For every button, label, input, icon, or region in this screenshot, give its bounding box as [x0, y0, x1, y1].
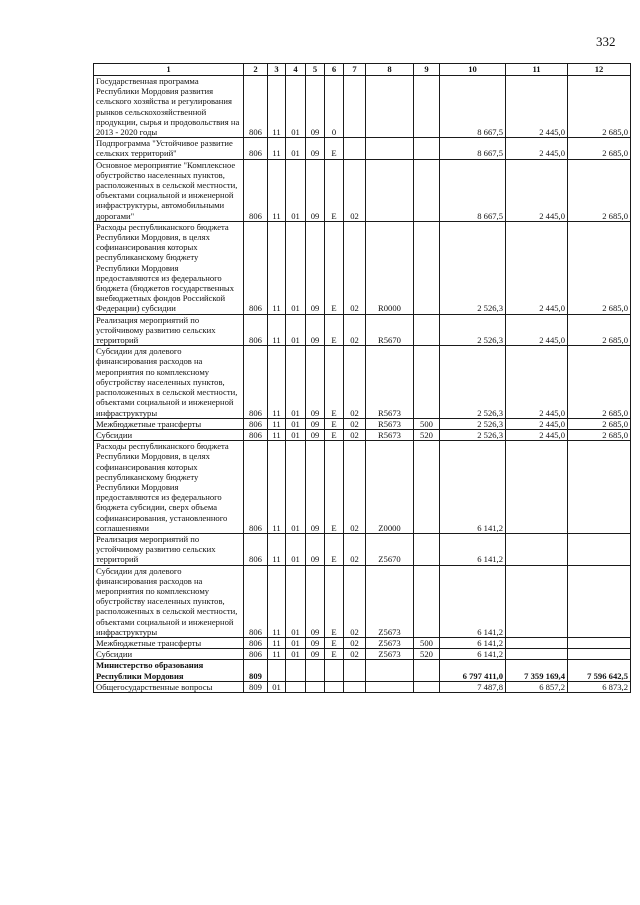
code-program-cell: 09: [306, 565, 325, 637]
row-name-cell: Субсидии для долевого финансирования расходов на мероприятия по комплексному обустройству населенных пунктов, расположенных в сельской местности, объектами социальной и инженерной инфраструктуры: [94, 346, 244, 418]
code-program-cell: 09: [306, 138, 325, 159]
row-name-cell: Субсидии для долевого финансирования расходов на мероприятия по комплексному обустройству населенных пунктов, расположенных в сельской местности, объектами социальной и инженерной инфраструктуры: [94, 565, 244, 637]
table-row: [94, 649, 631, 660]
amount-2019-cell: 2 445,0: [506, 76, 568, 138]
code-expense-type-cell: [414, 314, 440, 346]
row-name-cell: Межбюджетные трансферты: [94, 637, 244, 648]
row-name-cell: Государственная программа Республики Мордовия развития сельского хозяйства и регулирования рынков сельскохозяйственной продукции, сырья и продовольствия на 2013 - 2020 годы: [94, 76, 244, 138]
amount-2019-cell: 2 445,0: [506, 418, 568, 429]
amount-2020-cell: 2 685,0: [568, 314, 631, 346]
table-row: [94, 660, 631, 681]
code-section-cell: 11: [268, 565, 286, 637]
amount-2020-cell: 2 685,0: [568, 429, 631, 440]
code-direction-cell: Z5673: [366, 565, 414, 637]
amount-2019-cell: [506, 649, 568, 660]
code-section-cell: 11: [268, 76, 286, 138]
amount-2018-cell: 8 667,5: [440, 76, 506, 138]
code-section-cell: 11: [268, 441, 286, 534]
code-admin-cell: 806: [244, 76, 268, 138]
code-subprogram-cell: Е: [325, 649, 344, 660]
header-cell: 3: [268, 64, 286, 76]
amount-2020-cell: [568, 565, 631, 637]
code-event-cell: 02: [344, 346, 366, 418]
row-name-cell: Реализация мероприятий по устойчивому развитию сельских территорий: [94, 314, 244, 346]
page-number: 332: [596, 34, 616, 49]
amount-2019-cell: [506, 533, 568, 565]
code-direction-cell: R5673: [366, 346, 414, 418]
code-section-cell: 11: [268, 138, 286, 159]
code-event-cell: [344, 681, 366, 692]
amount-2020-cell: [568, 533, 631, 565]
code-section-cell: 01: [268, 681, 286, 692]
code-direction-cell: R5673: [366, 429, 414, 440]
code-admin-cell: 806: [244, 221, 268, 314]
row-name-cell: Субсидии: [94, 429, 244, 440]
code-direction-cell: [366, 159, 414, 221]
code-section-cell: 11: [268, 418, 286, 429]
code-expense-type-cell: [414, 159, 440, 221]
row-name-cell: Расходы республиканского бюджета Республики Мордовия, в целях софинансирования которых республиканскому бюджету Республики Мордовия предоставляются из федерального бюджета (бюджетов государственных внебюджетных фондов Российской Федерации) субсидии: [94, 221, 244, 314]
amount-2020-cell: [568, 441, 631, 534]
code-event-cell: [344, 660, 366, 681]
header-cell: 1: [94, 64, 244, 76]
code-event-cell: 02: [344, 314, 366, 346]
header-cell: 9: [414, 64, 440, 76]
code-expense-type-cell: 500: [414, 637, 440, 648]
amount-2020-cell: 2 685,0: [568, 159, 631, 221]
code-event-cell: 02: [344, 441, 366, 534]
code-admin-cell: 806: [244, 138, 268, 159]
code-expense-type-cell: [414, 681, 440, 692]
amount-2019-cell: [506, 637, 568, 648]
code-subsection-cell: 01: [286, 533, 306, 565]
code-subprogram-cell: Е: [325, 441, 344, 534]
row-name-cell: Субсидии: [94, 649, 244, 660]
budget-table: [93, 63, 631, 693]
code-direction-cell: [366, 681, 414, 692]
code-admin-cell: 806: [244, 649, 268, 660]
code-admin-cell: 806: [244, 533, 268, 565]
amount-2020-cell: 2 685,0: [568, 221, 631, 314]
code-subsection-cell: 01: [286, 314, 306, 346]
code-expense-type-cell: [414, 221, 440, 314]
code-subsection-cell: 01: [286, 418, 306, 429]
table-row: [94, 138, 631, 159]
code-section-cell: [268, 660, 286, 681]
code-subsection-cell: 01: [286, 441, 306, 534]
amount-2019-cell: [506, 565, 568, 637]
amount-2018-cell: 6 141,2: [440, 533, 506, 565]
code-event-cell: 02: [344, 637, 366, 648]
code-expense-type-cell: [414, 565, 440, 637]
header-cell: 10: [440, 64, 506, 76]
amount-2018-cell: 6 141,2: [440, 441, 506, 534]
code-event-cell: [344, 138, 366, 159]
code-event-cell: 02: [344, 429, 366, 440]
amount-2018-cell: 2 526,3: [440, 221, 506, 314]
header-cell: 5: [306, 64, 325, 76]
code-admin-cell: 809: [244, 660, 268, 681]
table-row: [94, 346, 631, 418]
code-expense-type-cell: 520: [414, 649, 440, 660]
code-subprogram-cell: Е: [325, 314, 344, 346]
code-section-cell: 11: [268, 314, 286, 346]
code-subsection-cell: [286, 681, 306, 692]
code-admin-cell: 806: [244, 314, 268, 346]
amount-2018-cell: 6 797 411,0: [440, 660, 506, 681]
amount-2019-cell: 2 445,0: [506, 159, 568, 221]
row-name-cell: Общегосударственные вопросы: [94, 681, 244, 692]
code-subsection-cell: 01: [286, 565, 306, 637]
code-expense-type-cell: [414, 346, 440, 418]
code-program-cell: 09: [306, 314, 325, 346]
code-subprogram-cell: Е: [325, 159, 344, 221]
amount-2019-cell: 6 857,2: [506, 681, 568, 692]
code-admin-cell: 806: [244, 429, 268, 440]
code-event-cell: 02: [344, 418, 366, 429]
header-cell: 8: [366, 64, 414, 76]
code-section-cell: 11: [268, 533, 286, 565]
code-program-cell: 09: [306, 533, 325, 565]
code-program-cell: 09: [306, 441, 325, 534]
code-expense-type-cell: 500: [414, 418, 440, 429]
amount-2020-cell: 2 685,0: [568, 138, 631, 159]
code-subsection-cell: 01: [286, 159, 306, 221]
code-direction-cell: R0000: [366, 221, 414, 314]
code-subsection-cell: 01: [286, 221, 306, 314]
table-row: [94, 429, 631, 440]
amount-2019-cell: 7 359 169,4: [506, 660, 568, 681]
code-section-cell: 11: [268, 221, 286, 314]
amount-2018-cell: 2 526,3: [440, 314, 506, 346]
header-cell: 7: [344, 64, 366, 76]
code-direction-cell: [366, 76, 414, 138]
table-row: [94, 565, 631, 637]
table-row: [94, 681, 631, 692]
code-program-cell: 09: [306, 649, 325, 660]
header-cell: 2: [244, 64, 268, 76]
code-subprogram-cell: Е: [325, 138, 344, 159]
code-expense-type-cell: 520: [414, 429, 440, 440]
code-event-cell: [344, 76, 366, 138]
amount-2018-cell: 7 487,8: [440, 681, 506, 692]
code-program-cell: 09: [306, 76, 325, 138]
code-admin-cell: 806: [244, 346, 268, 418]
code-subsection-cell: 01: [286, 649, 306, 660]
table-row: [94, 533, 631, 565]
header-cell: 12: [568, 64, 631, 76]
code-event-cell: 02: [344, 565, 366, 637]
code-direction-cell: R5673: [366, 418, 414, 429]
code-direction-cell: Z0000: [366, 441, 414, 534]
code-direction-cell: R5670: [366, 314, 414, 346]
amount-2019-cell: 2 445,0: [506, 138, 568, 159]
code-direction-cell: Z5670: [366, 533, 414, 565]
code-program-cell: 09: [306, 429, 325, 440]
row-name-cell: Межбюджетные трансферты: [94, 418, 244, 429]
code-direction-cell: Z5673: [366, 649, 414, 660]
row-name-cell: Расходы республиканского бюджета Республики Мордовия, в целях софинансирования которых республиканскому бюджету Республики Мордовия предоставляются из федерального бюджета субсидии, сверх объема софинансирования, установленного соглашениями: [94, 441, 244, 534]
code-program-cell: 09: [306, 159, 325, 221]
code-admin-cell: 806: [244, 565, 268, 637]
amount-2018-cell: 8 667,5: [440, 159, 506, 221]
amount-2020-cell: [568, 637, 631, 648]
code-subprogram-cell: 0: [325, 76, 344, 138]
code-subprogram-cell: Е: [325, 346, 344, 418]
code-program-cell: [306, 660, 325, 681]
code-subsection-cell: 01: [286, 138, 306, 159]
row-name-cell: Основное мероприятие "Комплексное обустройство населенных пунктов, расположенных в сельской местности, объектами социальной и инженерной инфраструктуры, автомобильными дорогами": [94, 159, 244, 221]
code-program-cell: 09: [306, 346, 325, 418]
code-event-cell: 02: [344, 221, 366, 314]
amount-2020-cell: 2 685,0: [568, 346, 631, 418]
amount-2019-cell: 2 445,0: [506, 221, 568, 314]
amount-2019-cell: 2 445,0: [506, 346, 568, 418]
amount-2020-cell: 2 685,0: [568, 418, 631, 429]
code-direction-cell: Z5673: [366, 637, 414, 648]
amount-2018-cell: 6 141,2: [440, 649, 506, 660]
code-expense-type-cell: [414, 533, 440, 565]
amount-2019-cell: 2 445,0: [506, 429, 568, 440]
code-event-cell: 02: [344, 159, 366, 221]
code-expense-type-cell: [414, 138, 440, 159]
code-direction-cell: [366, 660, 414, 681]
code-subsection-cell: 01: [286, 637, 306, 648]
code-event-cell: 02: [344, 533, 366, 565]
code-event-cell: 02: [344, 649, 366, 660]
amount-2018-cell: 6 141,2: [440, 637, 506, 648]
amount-2018-cell: 2 526,3: [440, 418, 506, 429]
code-direction-cell: [366, 138, 414, 159]
code-section-cell: 11: [268, 637, 286, 648]
table-row: [94, 76, 631, 138]
table-row: [94, 637, 631, 648]
code-expense-type-cell: [414, 660, 440, 681]
code-program-cell: 09: [306, 221, 325, 314]
code-subprogram-cell: Е: [325, 637, 344, 648]
amount-2018-cell: 8 667,5: [440, 138, 506, 159]
code-expense-type-cell: [414, 76, 440, 138]
amount-2019-cell: [506, 441, 568, 534]
code-subprogram-cell: Е: [325, 565, 344, 637]
amount-2019-cell: 2 445,0: [506, 314, 568, 346]
table-header-row: [94, 64, 631, 76]
code-subprogram-cell: [325, 681, 344, 692]
amount-2020-cell: 7 596 642,5: [568, 660, 631, 681]
header-cell: 4: [286, 64, 306, 76]
code-subprogram-cell: Е: [325, 418, 344, 429]
amount-2018-cell: 6 141,2: [440, 565, 506, 637]
code-subsection-cell: 01: [286, 429, 306, 440]
code-admin-cell: 806: [244, 441, 268, 534]
code-admin-cell: 806: [244, 159, 268, 221]
code-subprogram-cell: Е: [325, 221, 344, 314]
code-program-cell: 09: [306, 418, 325, 429]
row-name-cell: Министерство образования Республики Мордовия: [94, 660, 244, 681]
code-subprogram-cell: [325, 660, 344, 681]
table-row: [94, 314, 631, 346]
amount-2020-cell: 6 873,2: [568, 681, 631, 692]
code-section-cell: 11: [268, 159, 286, 221]
code-admin-cell: 806: [244, 637, 268, 648]
header-cell: 6: [325, 64, 344, 76]
code-subsection-cell: 01: [286, 346, 306, 418]
code-admin-cell: 809: [244, 681, 268, 692]
code-subprogram-cell: Е: [325, 429, 344, 440]
row-name-cell: Подпрограмма "Устойчивое развитие сельских территорий": [94, 138, 244, 159]
amount-2020-cell: [568, 649, 631, 660]
row-name-cell: Реализация мероприятий по устойчивому развитию сельских территорий: [94, 533, 244, 565]
code-section-cell: 11: [268, 346, 286, 418]
table-row: [94, 418, 631, 429]
code-section-cell: 11: [268, 649, 286, 660]
code-expense-type-cell: [414, 441, 440, 534]
amount-2020-cell: 2 685,0: [568, 76, 631, 138]
code-program-cell: 09: [306, 637, 325, 648]
table-row: [94, 441, 631, 534]
table-row: [94, 221, 631, 314]
code-section-cell: 11: [268, 429, 286, 440]
code-program-cell: [306, 681, 325, 692]
table-row: [94, 159, 631, 221]
amount-2018-cell: 2 526,3: [440, 346, 506, 418]
code-admin-cell: 806: [244, 418, 268, 429]
code-subsection-cell: 01: [286, 76, 306, 138]
code-subprogram-cell: Е: [325, 533, 344, 565]
header-cell: 11: [506, 64, 568, 76]
code-subsection-cell: [286, 660, 306, 681]
amount-2018-cell: 2 526,3: [440, 429, 506, 440]
